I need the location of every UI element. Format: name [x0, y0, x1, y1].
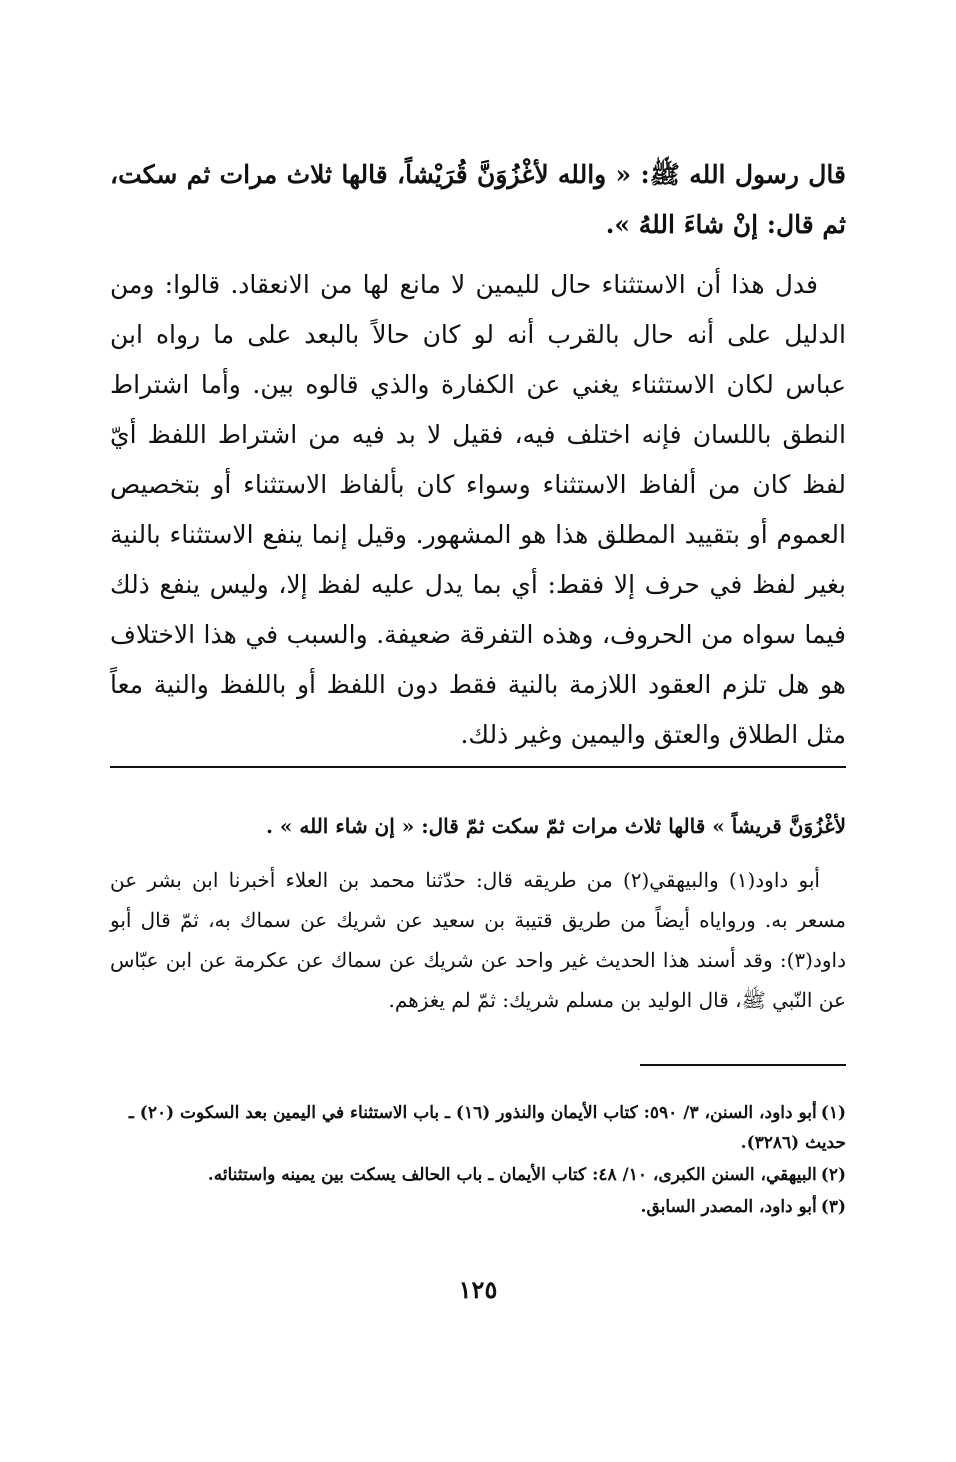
note-number: (٣)	[820, 1197, 846, 1217]
note-text: البيهقي، السنن الكبرى، ١٠/ ٤٨: كتاب الأيمان ـ باب الحالف يسكت بين يمينه واستثنائه.	[207, 1165, 817, 1185]
reference-note	[110, 1192, 846, 1222]
note-text: أبو داود، السنن، ٣/ ٥٩٠: كتاب الأيمان والنذور (١٦) ـ باب الاستثناء في اليمين بعد السكوت (٢٠) ـ حديث (٣٢٨٦).	[128, 1103, 846, 1153]
reference-note	[110, 1160, 846, 1190]
footnote-paragraph: أبو داود(١) والبيهقي(٢) من طريقه قال: حدّثنا محمد بن العلاء أخبرنا ابن بشر عن مسعر به. ورواياه أيضاً من طريق قتيبة بن سعيد عن شريك عن سماك به، ثمّ قال أبو داود(٣): وقد أسند هذا الحديث غير واحد عن شريك عن سماك عن عكرمة عن ابن عبّاس عن النّبي ﷺ، قال الوليد بن مسلم شريك: ثمّ لم يغزهم.	[110, 868, 846, 1012]
notes-separator	[640, 1064, 846, 1066]
main-text	[110, 150, 846, 760]
footnote-separator	[110, 766, 846, 768]
body-paragraph: فدل هذا أن الاستثناء حال لليمين لا مانع لها من الانعقاد. قالوا: ومن الدليل على أنه حال بالقرب أنه لو كان حالاً بالبعد على ما رواه ابن عباس لكان الاستثناء يغني عن الكفارة والذي قالوه بين. وأما اشتراط النطق باللسان فإنه اختلف فيه، فقيل لا بد فيه من اشتراط اللفظ أيّ لفظ كان من ألفاظ الاستثناء وسواء كان بألفاظ الاستثناء أو بتخصيص العموم أو بتقييد المطلق هذا هو المشهور. وقيل إنما ينفع الاستثناء بالنية بغير لفظ في حرف إلا فقط: أي بما يدل عليه لفظ إلا، وليس ينفع ذلك فيما سواه من الحروف، وهذه التفرقة ضعيفة. والسبب في هذا الاختلاف هو هل تلزم العقود اللازمة بالنية فقط دون اللفظ أو باللفظ والنية معاً مثل الطلاق والعتق واليمين وغير ذلك.	[110, 270, 846, 749]
note-text: أبو داود، المصدر السابق.	[640, 1197, 817, 1217]
footnote-commentary	[110, 860, 846, 1020]
page-number: ١٢٥	[458, 1275, 498, 1304]
note-number: (١)	[820, 1103, 846, 1123]
footnote-continuation: لأغْزُوَنَّ قريشاً » قالها ثلاث مرات ثمّ سكت ثمّ قال: « إن شاء الله » .	[265, 814, 846, 838]
hadith-quote: قال رسول الله ﷺ: « والله لأغْزُوَنَّ قُرَيْشاً، قالها ثلاث مرات ثم سكت، ثم قال: إنْ شاءَ اللهُ ».	[110, 160, 846, 239]
reference-notes	[110, 1098, 846, 1224]
reference-note	[110, 1098, 846, 1158]
note-number: (٢)	[820, 1165, 846, 1185]
